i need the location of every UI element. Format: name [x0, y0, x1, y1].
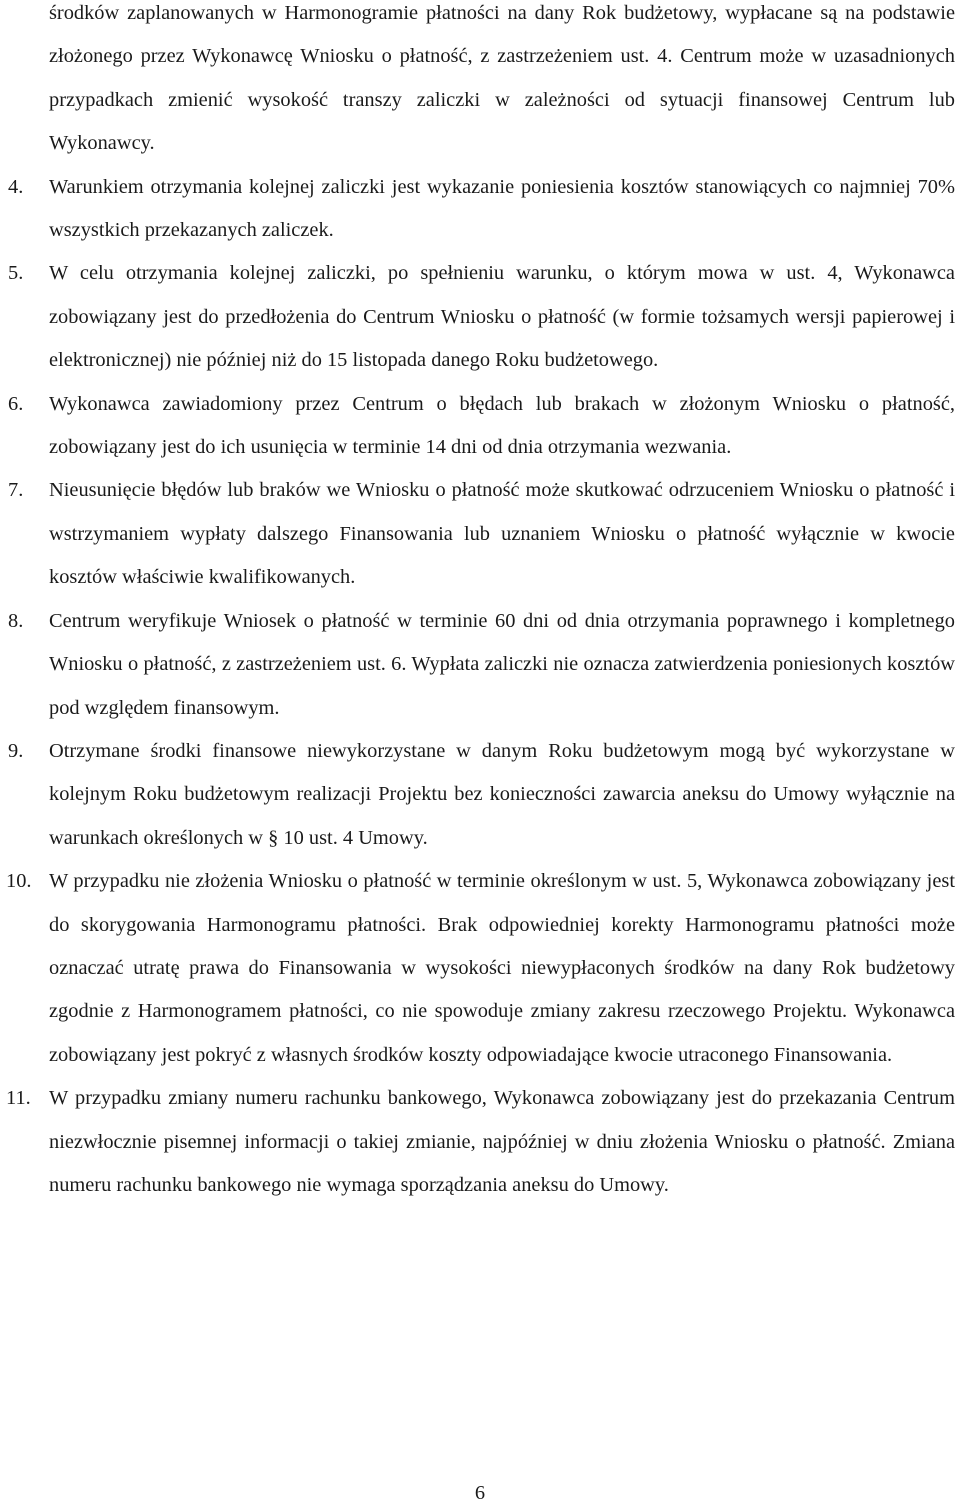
item-number: 8.: [8, 609, 24, 632]
item-number: 9.: [8, 739, 24, 762]
item-number: 4.: [8, 175, 24, 198]
item-text: W przypadku zmiany numeru rachunku bankowego, Wykonawca zobowiązany jest do przekazania Centrum niezwłocznie pisemnej informacji o takiej zmianie, najpóźniej w dniu złożenia Wniosku o płatność. Zmiana numeru rachunku bankowego nie wymaga sporządzania aneksu do Umowy.: [49, 1087, 955, 1196]
list-item-4: [8, 166, 955, 253]
item-number: 7.: [8, 479, 24, 502]
item-text: Wykonawca zawiadomiony przez Centrum o błędach lub brakach w złożonym Wniosku o płatność, zobowiązany jest do ich usunięcia w terminie 14 dni od dnia otrzymania wezwania.: [49, 392, 955, 459]
item-text: Warunkiem otrzymania kolejnej zaliczki jest wykazanie poniesienia kosztów stanowiących co najmniej 70% wszystkich przekazanych zaliczek.: [49, 175, 955, 242]
list-item-9: [8, 730, 955, 860]
list-item-11: [6, 1077, 955, 1207]
list-item-6: [8, 383, 955, 470]
list-item-10: [6, 860, 955, 1077]
item-number: 5.: [8, 262, 24, 285]
document-body: [6, 0, 955, 1207]
item-text: Otrzymane środki finansowe niewykorzystane w danym Roku budżetowym mogą być wykorzystane w kolejnym Roku budżetowym realizacji Projektu bez konieczności zawarcia aneksu do Umowy wyłącznie na warunkach określonych w § 10 ust. 4 Umowy.: [49, 739, 955, 849]
item-number: 6.: [8, 392, 24, 415]
item-number: 11.: [6, 1087, 31, 1110]
list-item-5: [8, 252, 955, 382]
intro-paragraph: środków zaplanowanych w Harmonogramie płatności na dany Rok budżetowy, wypłacane są na podstawie złożonego przez Wykonawcę Wniosku o płatność, z zastrzeżeniem ust. 4. Centrum może w uzasadnionych przypadkach zmienić wysokość transzy zaliczki w zależności od sytuacji finansowej Centrum lub Wykonawcy.: [49, 2, 955, 155]
item-number: 10.: [6, 870, 32, 893]
list-item-7: [8, 469, 955, 599]
page-number: 6: [474, 1482, 486, 1504]
item-text: Nieusunięcie błędów lub braków we Wniosku o płatność może skutkować odrzuceniem Wniosku o płatność i wstrzymaniem wypłaty dalszego Finansowania lub uznaniem Wniosku o płatność wyłącznie w kwocie kosztów właściwie kwalifikowanych.: [49, 479, 955, 589]
list-item-8: [8, 600, 955, 730]
item-text: Centrum weryfikuje Wniosek o płatność w terminie 60 dni od dnia otrzymania poprawnego i kompletnego Wniosku o płatność, z zastrzeżeniem ust. 6. Wypłata zaliczki nie oznacza zatwierdzenia poniesionych kosztów pod względem finansowym.: [49, 609, 955, 719]
item-text: W celu otrzymania kolejnej zaliczki, po spełnieniu warunku, o którym mowa w ust. 4, Wykonawca zobowiązany jest do przedłożenia do Centrum Wniosku o płatność (w formie tożsamych wersji papierowej i elektronicznej) nie później niż do 15 listopada danego Roku budżetowego.: [49, 262, 955, 372]
item-text: W przypadku nie złożenia Wniosku o płatność w terminie określonym w ust. 5, Wykonawca zobowiązany jest do skorygowania Harmonogramu płatności. Brak odpowiedniej korekty Harmonogramu płatności może oznaczać utratę prawa do Finansowania w wysokości niewypłaconych środków na dany Rok budżetowy zgodnie z Harmonogramem płatności, co nie spowoduje zmiany zakresu rzeczowego Projektu. Wykonawca zobowiązany jest pokryć z własnych środków koszty odpowiadające kwocie utraconego Finansowania.: [49, 870, 955, 1066]
